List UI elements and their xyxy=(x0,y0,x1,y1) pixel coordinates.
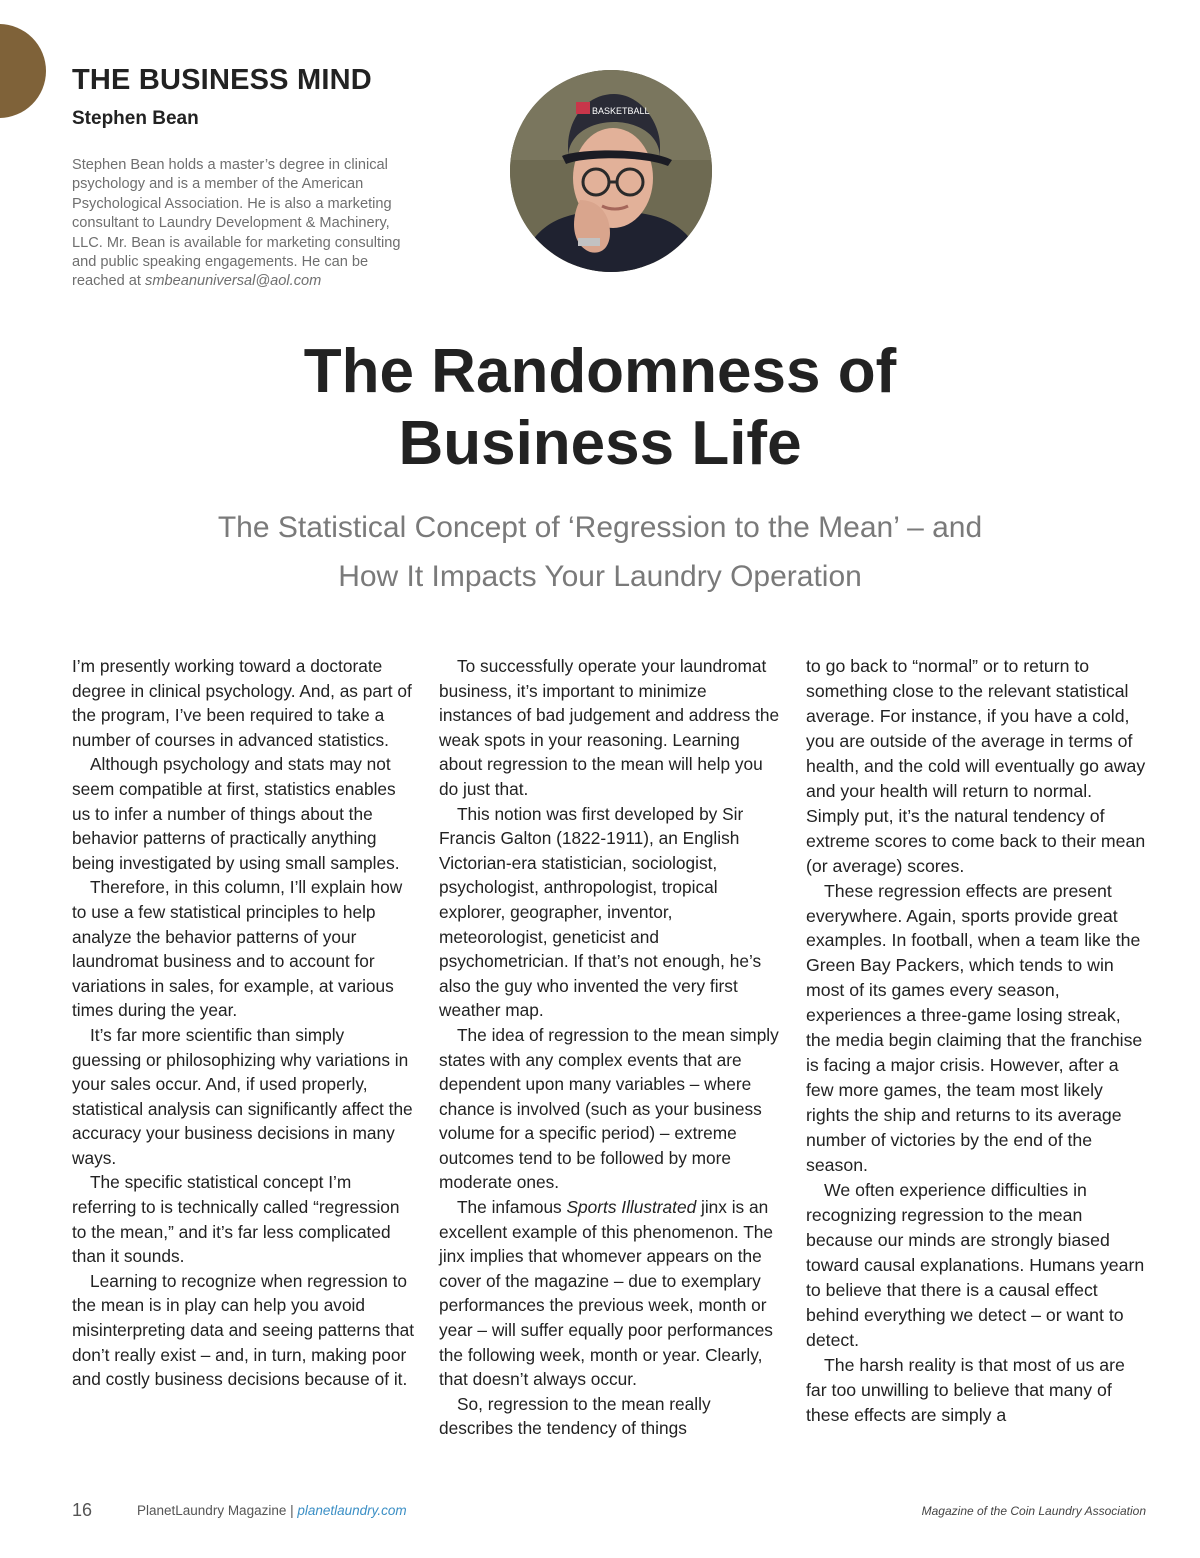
body-paragraph: to go back to “normal” or to return to something close to the relevant statistical average. For instance, if you have a cold, you are outside of the average in terms of health, and the cold will eventually go away and your health will return to normal. Simply put, it’s the natural tendency of extreme scores to come back to their mean (or average) scores. xyxy=(806,656,1146,876)
body-paragraph: The specific statistical concept I’m referring to is technically called “regression to the mean,” and it’s far less complicated than it sounds. xyxy=(72,1172,400,1267)
author-photo-illustration xyxy=(510,70,712,272)
body-paragraph: Therefore, in this column, I’ll explain how to use a few statistical principles to help analyze the behavior patterns of your laundromat business and to account for variations in sales, for example, at various times during the year. xyxy=(72,877,403,1021)
body-paragraph: The harsh reality is that most of us are far too unwilling to believe that many of these effects are simply a xyxy=(806,1354,1125,1425)
footer-association: Magazine of the Coin Laundry Association xyxy=(921,1504,1146,1518)
body-column-1 xyxy=(72,654,414,1392)
body-paragraph: To successfully operate your laundromat business, it’s important to minimize instances of bad judgement and address the weak spots in your reasoning. Learning about regression to the mean will help you do just that. xyxy=(439,656,780,799)
magazine-url-link[interactable]: planetlaundry.com xyxy=(297,1503,407,1518)
cap-logo-text: BASKETBALL xyxy=(592,106,650,116)
sports-illustrated-lead: The infamous xyxy=(457,1197,567,1218)
footer-magazine xyxy=(137,1503,407,1518)
author-bio xyxy=(72,156,417,292)
article-deck xyxy=(100,503,1100,601)
body-paragraph: I’m presently working toward a doctorate degree in clinical psychology. And, as part of the program, I’ve been required to take a number of courses in advanced statistics. xyxy=(72,656,412,750)
page-number: 16 xyxy=(72,1500,93,1520)
author-email: smbeanuniversal@aol.com xyxy=(145,273,322,290)
body-column-3 xyxy=(806,654,1150,1428)
body-paragraph: This notion was first developed by Sir Francis Galton (1822-1911), an English Victorian-era statistician, sociologist, psychologist, anthropologist, tropical explorer, geographer, inventor, meteorologist, geneticist and psychometrician. If that’s not enough, he’s also the guy who invented the very first weather map. xyxy=(439,803,762,1021)
body-paragraph: The idea of regression to the mean simply states with any complex events that are dependent upon many variables – where chance is involved (such as your business volume for a specific period) – extreme outcomes tend to be followed by more moderate ones. xyxy=(439,1024,779,1193)
body-paragraph: Although psychology and stats may not seem compatible at first, statistics enables us to infer a number of things about the behavior patterns of practically anything being investigated by using small samples. xyxy=(72,754,400,873)
article-headline xyxy=(100,336,1100,480)
magazine-name: PlanetLaundry Magazine | xyxy=(137,1503,298,1518)
deck-line-1: The Statistical Concept of ‘Regression to the Mean’ – and xyxy=(217,511,983,544)
author-bio-text: Stephen Bean holds a master’s degree in clinical psychology and is a member of the American Psychological Association. He is also a marketing consultant to Laundry Development & Machinery, LLC. Mr. Bean is available for marketing consulting and public speaking engagements. He can be reached at xyxy=(72,157,401,290)
section-tab-marker xyxy=(0,24,46,118)
author-photo xyxy=(510,70,712,272)
column-name: THE BUSINESS MIND xyxy=(72,64,372,96)
body-paragraph: So, regression to the mean really describes the tendency of things xyxy=(439,1393,711,1439)
body-paragraph: Learning to recognize when regression to the mean is in play can help you avoid misinterpreting data and seeing patterns that don’t really exist – and, in turn, making poor and costly business decisions because of it. xyxy=(72,1270,414,1390)
body-paragraph: We often experience difficulties in recognizing regression to the mean because our minds are strongly biased toward causal explanations. Humans yearn to believe that there is a causal effect behind everything we detect – or want to detect. xyxy=(806,1180,1145,1350)
body-paragraph: It’s far more scientific than simply guessing or philosophizing why variations in your sales occur. And, if used properly, statistical analysis can significantly affect the accuracy your business decisions in many ways. xyxy=(72,1024,413,1168)
sports-illustrated-rest: jinx is an excellent example of this phenomenon. The jinx implies that whomever appears on the cover of the magazine – due to exemplary performances the previous week, month or year – will suffer equally poor performances the following week, month or year. Clearly, that doesn’t always occur. xyxy=(439,1197,773,1390)
headline-line-1: The Randomness of xyxy=(303,337,897,406)
author-name: Stephen Bean xyxy=(72,108,199,129)
deck-line-2: How It Impacts Your Laundry Operation xyxy=(338,560,862,593)
sports-illustrated-title: Sports Illustrated xyxy=(566,1197,697,1218)
headline-line-2: Business Life xyxy=(398,409,802,478)
body-column-2 xyxy=(439,654,781,1441)
body-paragraph xyxy=(439,1195,781,1392)
body-paragraph: These regression effects are present everywhere. Again, sports provide great examples. In football, when a team like the Green Bay Packers, which tends to win most of its games every season, experiences a three-game losing streak, the media begin claiming that the franchise is facing a major crisis. However, after a few more games, the team most likely rights the ship and returns to its average number of victories by the end of the season. xyxy=(806,880,1143,1176)
